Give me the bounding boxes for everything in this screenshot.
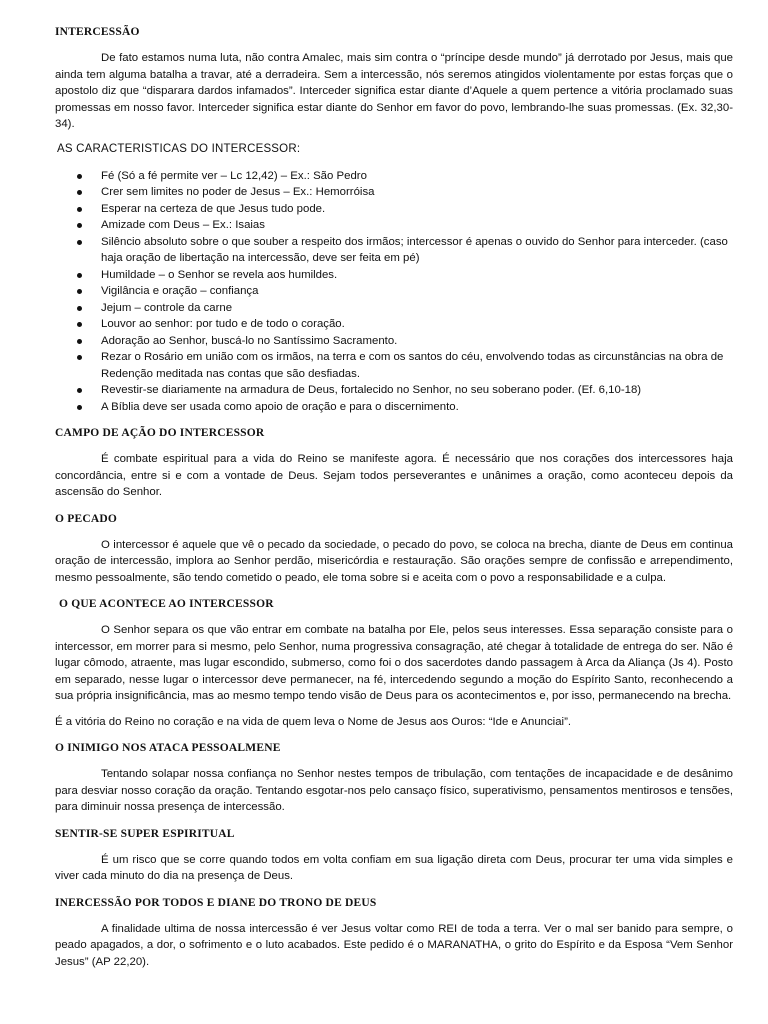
heading-intercessao: INTERCESSÃO (55, 26, 140, 38)
list-item-text: Louvor ao senhor: por tudo e de todo o coração. (101, 318, 345, 330)
paragraph-super: É um risco que se corre quando todos em volta confiam em sua ligação direta com Deus, procurar ter uma vida simples e viver cada minuto do dia na presença de Deus. (55, 853, 733, 882)
list-item (55, 283, 733, 300)
heading-acontece: O QUE ACONTECE AO INTERCESSOR (59, 598, 274, 610)
list-item-text: Amizade com Deus – Ex.: Isaias (101, 219, 265, 231)
paragraph-acontece-2: É a vitória do Reino no coração e na vida de quem leva o Nome de Jesus aos Ouros: “Ide e Anunciai”. (55, 715, 572, 728)
list-item (55, 201, 733, 218)
list-item (55, 382, 733, 399)
list-item-text: Humildade – o Senhor se revela aos humildes. (101, 268, 338, 281)
list-item-text: Fé (Só a fé permite ver – Lc 12,42) – Ex.: São Pedro (101, 169, 367, 182)
list-item (55, 349, 733, 382)
heading-pecado: O PECADO (55, 512, 117, 525)
bullet-icon (77, 240, 82, 245)
list-item (55, 300, 733, 317)
heading-campo: CAMPO DE AÇÃO DO INTERCESSOR (55, 427, 265, 439)
paragraph-pecado: O intercessor é aquele que vê o pecado da sociedade, o pecado do povo, se coloca na brecha, diante de Deus em continua oração de intercessão, implora ao Senhor perdão, misericórdia e restauração. São orações sempre de confissão e arrependimento, mesmo pessoalmente, são tendo cometido o peado, ele toma sobre si e aceita com o povo a responsabilidade e a culpa. (55, 538, 733, 584)
paragraph-trono: A finalidade ultima de nossa intercessão é ver Jesus voltar como REI de toda a terra. Ver o mal ser banido para sempre, o peado apagados, a dor, o sofrimento e o luto acabados. Este pedido é o MARANATHA, o grito do Espírito e da Esposa “Vem Senhor Jesus” (AP 22,20). (55, 922, 733, 968)
list-item-text: Vigilância e oração – confiança (101, 285, 259, 297)
list-item (55, 267, 733, 284)
bullet-icon (77, 289, 82, 294)
bullet-icon (77, 207, 82, 212)
heading-inimigo: O INIMIGO NOS ATACA PESSOALMENE (55, 742, 281, 754)
bullet-icon (77, 322, 82, 327)
list-item-text: A Bíblia deve ser usada como apoio de oração e para o discernimento. (101, 400, 459, 413)
bullet-icon (77, 339, 82, 344)
list-item-text: Esperar na certeza de que Jesus tudo pode. (101, 202, 326, 215)
paragraph-campo: É combate espiritual para a vida do Reino se manifeste agora. É necessário que nos corações dos intercessores haja concordância, entre si e com a vontade de Deus. Sejam todos perseverantes e unânimes a oração, como aconteceu depois da ascensão do Senhor. (55, 453, 733, 498)
list-item-text: Adoração ao Senhor, buscá-lo no Santíssimo Sacramento. (101, 334, 398, 347)
document-page (55, 24, 733, 970)
bullet-icon (77, 388, 82, 393)
heading-super: SENTIR-SE SUPER ESPIRITUAL (55, 827, 235, 840)
list-item (55, 316, 733, 333)
list-item (55, 168, 733, 185)
caracteristicas-list (55, 168, 733, 416)
list-item-text: Rezar o Rosário em união com os irmãos, na terra e com os santos do céu, envolvendo todas as circunstâncias na obra de Redenção meditada nas contas que são desfiadas. (101, 351, 724, 380)
list-item (55, 234, 733, 267)
list-item-text: Jejum – controle da carne (101, 301, 233, 314)
bullet-icon (77, 273, 82, 278)
bullet-icon (77, 355, 82, 360)
bullet-icon (77, 174, 82, 179)
list-item-text: Silêncio absoluto sobre o que souber a respeito dos irmãos; intercessor é apenas o ouvido do Senhor para interceder. (caso haja oração de libertação na intercessão, deve ser feita em pé) (101, 235, 728, 264)
paragraph-acontece: O Senhor separa os que vão entrar em combate na batalha por Ele, pelos seus interesses. Essa separação consiste para o intercessor, em morrer para si mesmo, pelo Senhor, numa progressiva consagração, até chegar à totalidade de entrega do ser. Não é lugar cômodo, atraente, mas lugar escondido, submerso, como foi o dos sacerdotes dando passagem à Arca da Aliança (Js 4). Posto em separado, nesse lugar o intercessor deve permanecer, na fé, intercedendo segundo a moção do Espírito Santo, reconhecendo a sua própria insignificância, mas ao mesmo tempo tendo visão de Deus para os acontecimentos e, por isso, permanecendo na brecha. (55, 624, 733, 702)
bullet-icon (77, 190, 82, 195)
list-item (55, 217, 733, 234)
list-item (55, 184, 733, 201)
bullet-icon (77, 405, 82, 410)
paragraph-inimigo: Tentando solapar nossa confiança no Senhor nestes tempos de tribulação, com tentações de incapacidade e de desânimo para desviar nosso coração da oração. Tentando esgotar-nos pelo cansaço físico, superativismo, pensamentos mentirosos e tensões, para diminuir nossa presença de intercessão. (55, 768, 733, 813)
bullet-icon (77, 306, 82, 311)
list-item (55, 333, 733, 350)
list-item-text: Crer sem limites no poder de Jesus – Ex.: Hemorróisa (101, 186, 375, 198)
list-item (55, 399, 733, 416)
bullet-icon (77, 223, 82, 228)
paragraph-intercessao: De fato estamos numa luta, não contra Amalec, mais sim contra o “príncipe desde mundo” já derrotado por Jesus, mais que ainda tem alguma batalha a travar, até a derradeira. Sem a intercessão, nós seremos atingidos violentamente por estas forças que o apostolo diz que “disparara dardos infamados”. Interceder significa estar diante d’Aquele a quem pertence a vitória proclamado suas promessas em nosso favor. Interceder significa estar diante do Senhor em favor do povo, lembrando-lhe suas promessas. (Ex. 32,30-34). (55, 52, 733, 130)
list-item-text: Revestir-se diariamente na armadura de Deus, fortalecido no Senhor, no seu soberano poder. (Ef. 6,10-18) (101, 384, 642, 396)
heading-caracteristicas: AS CARACTERISTICAS DO INTERCESSOR: (57, 142, 301, 155)
heading-trono: INERCESSÃO POR TODOS E DIANE DO TRONO DE DEUS (55, 896, 377, 909)
